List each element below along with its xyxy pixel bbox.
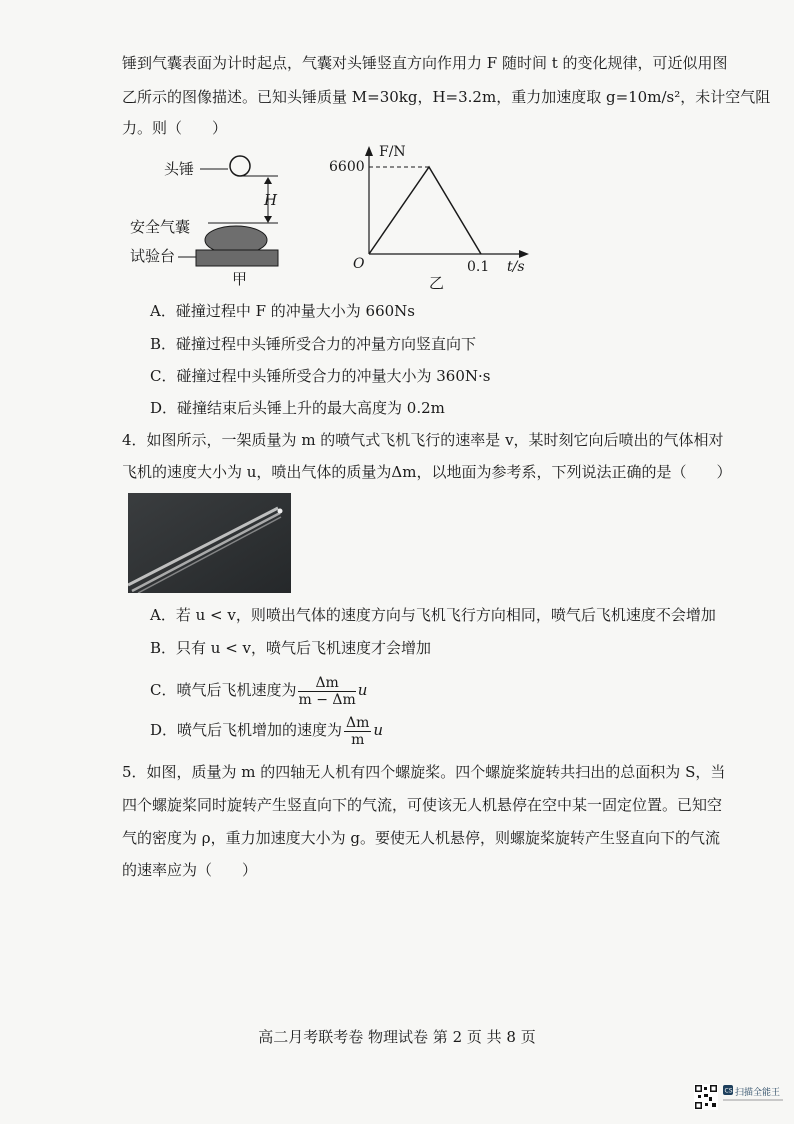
- page-footer: 高二月考联考卷 物理试卷 第 2 页 共 8 页: [258, 1028, 536, 1046]
- q4-option-d-denominator: m: [351, 731, 365, 748]
- force-curve: [369, 167, 481, 254]
- q5-text-line-4: 的速率应为（ ）: [122, 861, 258, 879]
- watermark-app-name: 扫描全能王: [735, 1088, 781, 1098]
- q4-option-c-numerator: Δm: [298, 675, 355, 692]
- q4-option-d: [150, 712, 383, 748]
- q4-option-d-numerator: Δm: [346, 714, 370, 731]
- y-tick-6600: 6600: [329, 159, 365, 175]
- q4-option-b: B．只有 u < v，喷气后飞机速度才会增加: [150, 639, 432, 657]
- contrail-graphic: [128, 493, 291, 593]
- q5-text-line-1: 5．如图，质量为 m 的四轴无人机有四个螺旋桨。四个螺旋桨旋转共扫出的总面积为 S，当: [122, 763, 726, 781]
- svg-text:CS: CS: [724, 1087, 733, 1095]
- x-tick-0.1: 0.1: [467, 259, 490, 275]
- scanner-app-icon: [723, 1085, 733, 1095]
- label-airbag: 安全气囊: [130, 218, 191, 236]
- watermark-subtitle-bar: [723, 1099, 783, 1101]
- q3-text-line-2: 乙所示的图像描述。已知头锤质量 M=30kg，H=3.2m，重力加速度取 g=10m/s²，未计空气阻: [122, 88, 771, 106]
- q5-text-line-2: 四个螺旋桨同时旋转产生竖直向下的气流，可使该无人机悬停在空中某一固定位置。已知空: [122, 796, 723, 814]
- label-platform: 试验台: [130, 247, 176, 265]
- caption-yi: 乙: [429, 274, 445, 290]
- airplane-contrail-photo: [128, 493, 291, 593]
- caption-jia: 甲: [232, 270, 248, 288]
- q4-option-c: [150, 672, 367, 708]
- test-platform: [196, 250, 278, 266]
- y-axis-label: F/N: [379, 144, 406, 160]
- qr-code-icon: [694, 1084, 718, 1110]
- q3-option-a: A．碰撞过程中 F 的冲量大小为 660Ns: [150, 302, 415, 320]
- q4-option-a: A．若 u < v，则喷出气体的速度方向与飞机飞行方向相同，喷气后飞机速度不会增加: [150, 606, 716, 624]
- label-h: H: [264, 191, 278, 209]
- q4-option-c-fraction: [298, 675, 355, 708]
- figure-yi-graph: [325, 140, 540, 290]
- origin-label: O: [353, 256, 365, 272]
- y-axis-arrow: [365, 146, 373, 156]
- q4-option-d-fraction: [344, 715, 371, 748]
- h-arrow-up: [264, 177, 272, 184]
- q4-option-c-suffix: u: [357, 681, 368, 699]
- scanner-watermark: [694, 1083, 786, 1111]
- head-hammer-circle: [230, 156, 250, 176]
- h-arrow-down: [264, 216, 272, 223]
- q4-option-d-prefix: D．喷气后飞机增加的速度为: [150, 721, 343, 739]
- q3-text-line-1: 锤到气囊表面为计时起点，气囊对头锤竖直方向作用力 F 随时间 t 的变化规律，可近似用图: [122, 54, 728, 72]
- figure-jia: [128, 148, 298, 290]
- q3-option-c: C．碰撞过程中头锤所受合力的冲量大小为 360N·s: [150, 367, 491, 385]
- q3-option-d: D．碰撞结束后头锤上升的最大高度为 0.2m: [150, 399, 445, 417]
- q4-text-line-2: 飞机的速度大小为 u，喷出气体的质量为Δm，以地面为参考系，下列说法正确的是（ ）: [122, 463, 732, 481]
- x-axis-arrow: [519, 250, 529, 258]
- q4-text-line-1: 4．如图所示，一架质量为 m 的喷气式飞机飞行的速率是 v，某时刻它向后喷出的气体相对: [122, 431, 724, 449]
- q4-option-c-denominator: m − Δm: [298, 691, 356, 708]
- q4-option-d-suffix: u: [373, 721, 384, 739]
- q5-text-line-3: 气的密度为 ρ，重力加速度大小为 g。要使无人机悬停，则螺旋桨旋转产生竖直向下的气流: [122, 829, 720, 847]
- q3-option-b: B．碰撞过程中头锤所受合力的冲量方向竖直向下: [150, 335, 477, 353]
- x-axis-label: t/s: [507, 259, 525, 275]
- q4-option-c-prefix: C．喷气后飞机速度为: [150, 681, 297, 699]
- q3-text-line-3: 力。则（ ）: [122, 119, 228, 137]
- label-head: 头锤: [164, 160, 195, 178]
